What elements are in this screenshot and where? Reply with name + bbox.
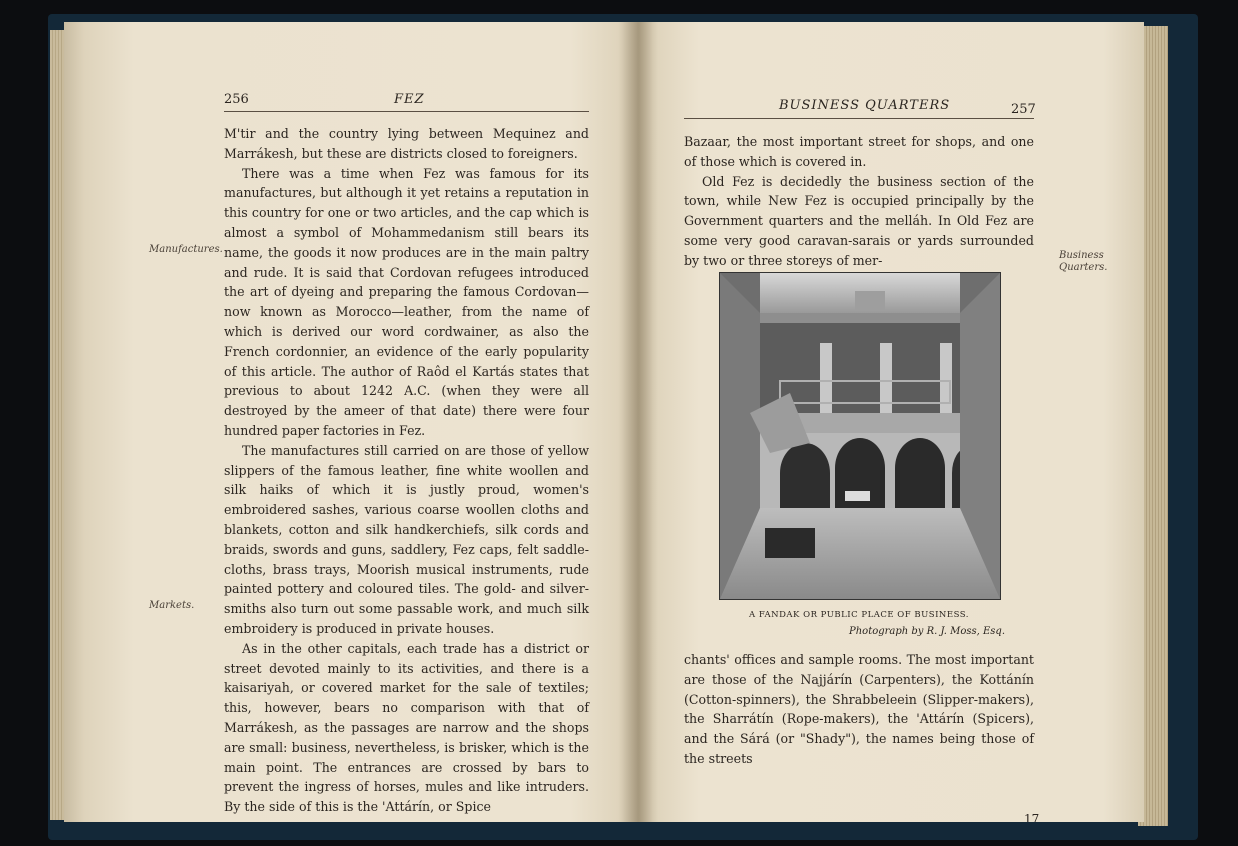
left-header-rule [224,111,589,112]
left-page [64,22,639,822]
left-page-number: 256 [224,92,249,107]
paragraph: As in the other capitals, each trade has a district or street devoted mainly to its activities, and there is a kaisariyah, or covered market for the sale of textiles; this, however, bears no comparison with that of Marrákesh, as the passages are narrow and the shops are small: business, nevertheless, is brisker, which is the main point. The entrances are crossed by bars to prevent the ingress of horses, mules and like intruders. By the side of this is the 'Attárín, or Spice [224,640,589,815]
courtyard-image [720,273,1000,599]
photo-caption: A FANDAK OR PUBLIC PLACE OF BUSINESS. [749,610,969,620]
sidenote-markets: Markets. [149,600,195,611]
right-running-title: BUSINESS QUARTERS [779,98,951,113]
right-page-number: 257 [1011,102,1036,117]
sidenote-manufactures: Manufactures. [149,244,223,255]
signature-mark: 17 [1024,812,1040,822]
right-body-text-bottom [684,650,1034,769]
left-body-text [224,124,589,817]
courtyard-photograph [719,272,1001,600]
paragraph: chants' offices and sample rooms. The most important are those of the Najjárín (Carpenters), the Kottánín (Cotton-spinners), the Shrabbeleein (Slipper-makers), the Sharrátín (Rope-makers), the 'Attárín (Spicers), and the Sárá (or "Shady"), the names being those of the streets [684,652,1034,766]
right-header-rule [684,118,1034,119]
right-body-text-top [684,132,1034,271]
right-page [639,22,1144,822]
left-running-title: FEZ [394,92,425,107]
paragraph: There was a time when Fez was famous for its manufactures, but although it yet retains a reputation in this country for one or two articles, and the cap which is almost a symbol of Mohammedanism still bears its name, the goods it now produces are in the main paltry and rude. It is said that Cordovan refugees introduced the art of dyeing and preparing the famous Cordovan—now known as Morocco—leather, from the name of which is derived our word cordwainer, as also the French cordonnier, an evidence of the early popularity of this article. The author of Raôd el Kartás states that previous to about 1242 A.C. (when they were all destroyed by the ameer of that date) there were four hundred paper factories in Fez. [224,165,589,438]
paragraph: Bazaar, the most important street for shops, and one of those which is covered in. [684,134,1034,169]
paragraph: Old Fez is decidedly the business section of the town, while New Fez is occupied principally by the Government quarters and the melláh. In Old Fez are some very good caravan-sarais or yards surrounded by two or three storeys of mer- [684,173,1034,268]
photo-credit: Photograph by R. J. Moss, Esq. [849,626,1005,637]
paragraph: The manufactures still carried on are those of yellow slippers of the famous leather, fine white woollen and silk haiks of which it is justly proud, women's embroidered sashes, various coarse woollen cloths and blankets, cotton and silk handkerchiefs, silk cords and braids, swords and guns, saddlery, Fez caps, felt saddle-cloths, brass trays, Moorish musical instruments, rude painted pottery and coloured tiles. The gold- and silver-smiths also turn out some passable work, and much silk embroidery is produced in private houses. [224,442,589,636]
sidenote-business-quarters: Business Quarters. [1059,250,1108,273]
paragraph: M'tir and the country lying between Mequinez and Marrákesh, but these are districts closed to foreigners. [224,126,589,161]
